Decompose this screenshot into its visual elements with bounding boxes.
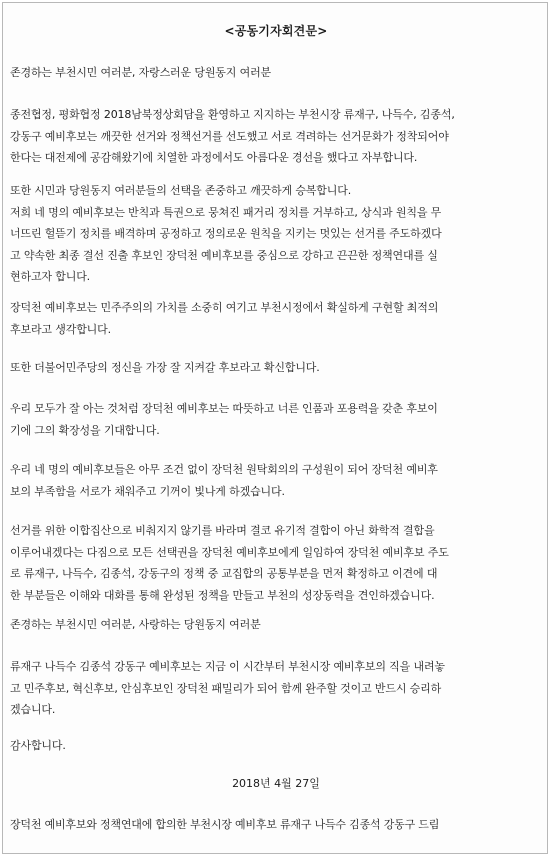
text-line: 또한 시민과 당원동지 여러분들의 선택을 존중하고 깨끗하게 승복합니다. [10,184,352,197]
text-line: 강동구 예비후보는 깨끗한 선거와 정책선거를 선도했고 서로 격려하는 선거문화가 정착되어야 [10,129,449,143]
paragraph-roundtable [10,459,540,502]
document-signature: 장덕천 예비후보와 정책연대에 합의한 부천시장 예비후보 류재구 나득수 김종석 강동구 드림 [10,818,440,831]
paragraph-withdrawal [10,656,540,721]
paragraph-party-spirit [10,357,540,379]
paragraph-thanks [10,735,540,757]
text-line: 장덕천 예비후보는 민주주의의 가치를 소중히 여기고 부천시정에서 확실하게 구현할 최적의 [10,301,439,314]
text-line: 류재구 나득수 김종석 강동구 예비후보는 지금 이 시간부터 부천시장 예비후보의 직을 내려놓 [10,660,445,673]
text-line: 한다는 대전제에 공감해왔기에 치열한 과정에서도 아름다운 경선을 했다고 자부합니다. [10,151,418,164]
paragraph-greeting-closing [10,614,540,636]
text-line: 현하고자 합니다. [10,270,91,283]
document-date: 2018년 4월 27일 [232,777,320,790]
text-line: 겠습니다. [10,703,56,716]
text-line: 후보라고 생각합니다. [10,322,111,336]
paragraph-summit-support [10,104,540,169]
text-line: 보의 부족함을 서로가 채워주고 기꺼이 빛나게 하겠습니다. [10,484,285,498]
text-line: 이루어내겠다는 다짐으로 모든 선택권을 장덕천 예비후보에게 일임하여 장덕천 예비후보 주도 [10,545,449,559]
text-line: 종전협정, 평화협정 2018남북정상회담을 환영하고 지지하는 부천시장 류재구, 나득수, 김종석, [10,108,455,121]
paragraph-democracy-value [10,297,540,340]
text-line: 존경하는 부천시민 여러분, 사랑하는 당원동지 여러분 [10,618,261,631]
document-title: <공동기자회견문> [224,24,328,38]
text-line: 우리 모두가 잘 아는 것처럼 장덕천 예비후보는 따뜻하고 너른 인품과 포용력을 갖춘 후보이 [10,402,438,415]
text-line: 저희 네 명의 예비후보는 반칙과 특권으로 뭉쳐진 패거리 정치를 거부하고, 상식과 원칙을 무 [10,205,442,219]
text-line: 한 부분들은 이해와 대화를 통해 완성된 정책을 만들고 부천의 성장동력을 견인하겠습니다. [10,588,435,602]
text-line: 고 약속한 최종 결선 진출 후보인 장덕천 예비후보를 중심으로 강하고 끈끈한 정책연대를 실 [10,248,438,262]
text-line: 선거를 위한 이합집산으로 비춰지지 않기를 바라며 결코 유기적 결합이 아닌 화학적 결합을 [10,524,435,537]
text-line: 기에 그의 확장성을 기대합니다. [10,423,160,437]
text-line: 우리 네 명의 예비후보들은 아무 조건 없이 장덕천 원탁회의의 구성원이 되어 장덕천 예비후 [10,463,438,476]
paragraph-greeting [10,62,540,84]
paragraph-accept-result [10,180,540,288]
text-line: 또한 더불어민주당의 정신을 가장 잘 지켜갈 후보라고 확신합니다. [10,361,320,374]
text-line: 감사합니다. [10,739,66,752]
text-line: 존경하는 부천시민 여러분, 자랑스러운 당원동지 여러분 [10,66,272,79]
text-line: 고 민주후보, 혁신후보, 안심후보인 장덕천 패밀리가 되어 함께 완주할 것이고 반드시 승리하 [10,681,442,695]
paragraph-chemical-union [10,520,540,606]
paragraph-inclusiveness [10,398,540,441]
text-line: 로 류재구, 나득수, 김종석, 강동구의 정책 중 교집합의 공통부분을 먼저 확정하고 이견에 대 [10,567,438,580]
text-line: 너뜨린 헐뜯기 정치를 배격하며 공정하고 정의로운 원칙을 지키는 멋있는 선거를 주도하겠다 [10,227,442,240]
